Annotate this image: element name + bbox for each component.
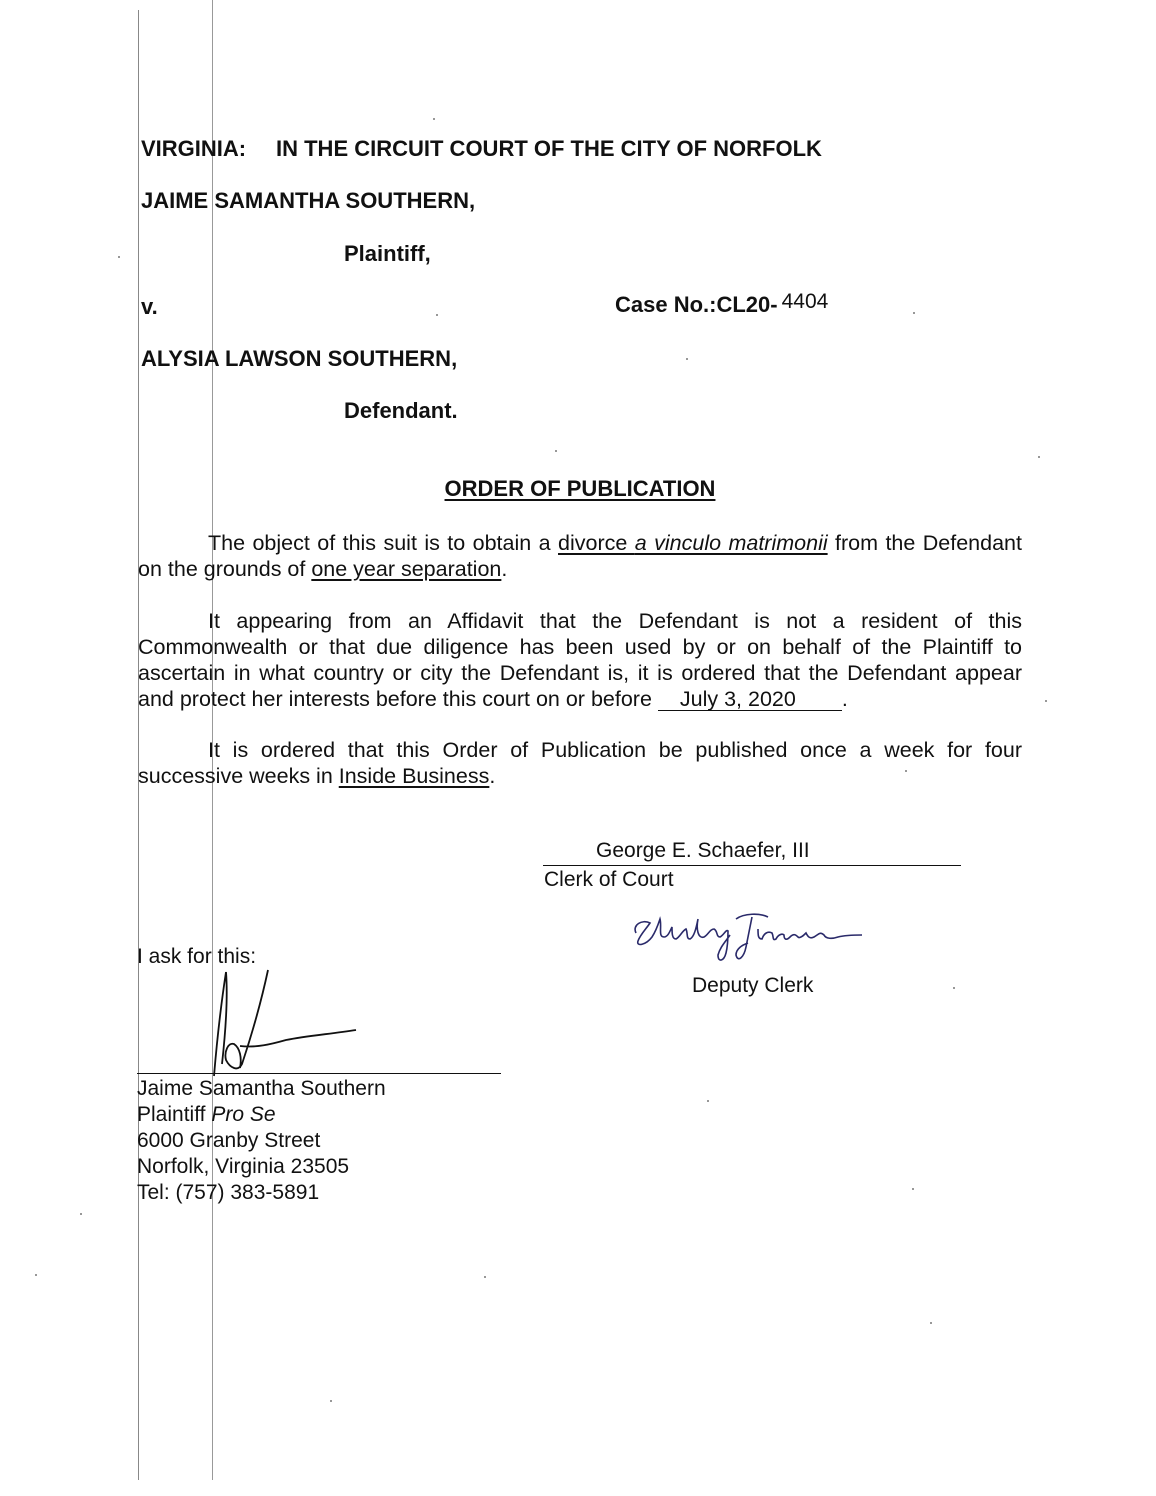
scan-speck [953, 987, 955, 989]
scan-speck [707, 1100, 709, 1102]
scan-speck [433, 118, 435, 120]
scan-speck [35, 1274, 37, 1276]
order-title [0, 476, 1156, 502]
p1-text-b: from the Defendant on the grounds of [138, 531, 1022, 581]
requester-phone: Tel: (757) 383-5891 [137, 1181, 320, 1204]
p1-end: . [501, 557, 508, 581]
scan-speck [118, 256, 120, 258]
scan-speck [484, 1276, 486, 1278]
p3-text: It is ordered that this Order of Publication be published once a week for four successive weeks in [138, 738, 1022, 788]
requester-city: Norfolk, Virginia 23505 [137, 1155, 350, 1178]
case-label: Case No.:CL20- [615, 292, 778, 317]
deputy-clerk-title: Deputy Clerk [692, 974, 814, 997]
p1-grounds: one year separation [311, 557, 502, 581]
p1-divorce: divorce [558, 531, 635, 555]
appear-date-field [658, 688, 842, 711]
ask-label: I ask for this: [137, 945, 257, 968]
order-title-text: ORDER OF PUBLICATION [444, 476, 716, 501]
scan-speck [912, 1188, 914, 1190]
scan-speck [436, 314, 438, 316]
clerk-name: George E. Schaefer, III [596, 839, 810, 862]
plaintiff-signature [196, 968, 366, 1080]
requester-name: Jaime Samantha Southern [137, 1077, 386, 1100]
p2-end: . [841, 687, 848, 711]
requester-pro-se: Pro Se [211, 1103, 276, 1126]
court-prefix: VIRGINIA: [141, 136, 247, 161]
plaintiff-name: JAIME SAMANTHA SOUTHERN, [141, 188, 476, 213]
appear-date: July 3, 2020 [679, 687, 796, 711]
p1-text-a: The object of this suit is to obtain a [208, 531, 559, 555]
scan-speck [930, 1322, 932, 1324]
case-number-line [615, 292, 828, 318]
deputy-clerk-signature [628, 905, 864, 975]
publication-name: Inside Business [338, 764, 490, 788]
defendant-role: Defendant. [344, 398, 458, 423]
defendant-name: ALYSIA LAWSON SOUTHERN, [141, 346, 458, 371]
court-name: IN THE CIRCUIT COURT OF THE CITY OF NORFOLK [276, 136, 822, 161]
versus: v. [141, 294, 158, 319]
scan-speck [913, 312, 915, 314]
clerk-title: Clerk of Court [544, 868, 674, 891]
case-number: 4404 [781, 290, 829, 313]
divorce-type [558, 531, 828, 555]
scan-speck [80, 1213, 82, 1215]
requester-street: 6000 Granby Street [137, 1129, 321, 1152]
scan-speck [686, 358, 688, 360]
scan-speck [555, 450, 557, 452]
paragraph-purpose [138, 530, 1022, 582]
scan-speck [1038, 456, 1040, 458]
requester-role-text: Plaintiff [137, 1103, 212, 1126]
p3-end: . [489, 764, 496, 788]
p2-text: It appearing from an Affidavit that the Defendant is not a resident of this Commonwealth or that due diligence has been used by or on behalf of the Plaintiff to ascertain in what country or city the Defendant is, it is ordered that the Defendant appear and protect her interests before this court on or before [138, 609, 1022, 711]
plaintiff-role: Plaintiff, [344, 241, 431, 266]
scan-speck [330, 1400, 332, 1402]
scan-speck [1045, 700, 1047, 702]
plaintiff-signature-line [137, 1073, 501, 1074]
paragraph-publication [138, 737, 1022, 789]
requester-role [137, 1103, 276, 1127]
p1-latin: a vinculo matrimonii [634, 531, 828, 555]
paragraph-affidavit [138, 608, 1022, 712]
clerk-signature-line [543, 865, 961, 866]
